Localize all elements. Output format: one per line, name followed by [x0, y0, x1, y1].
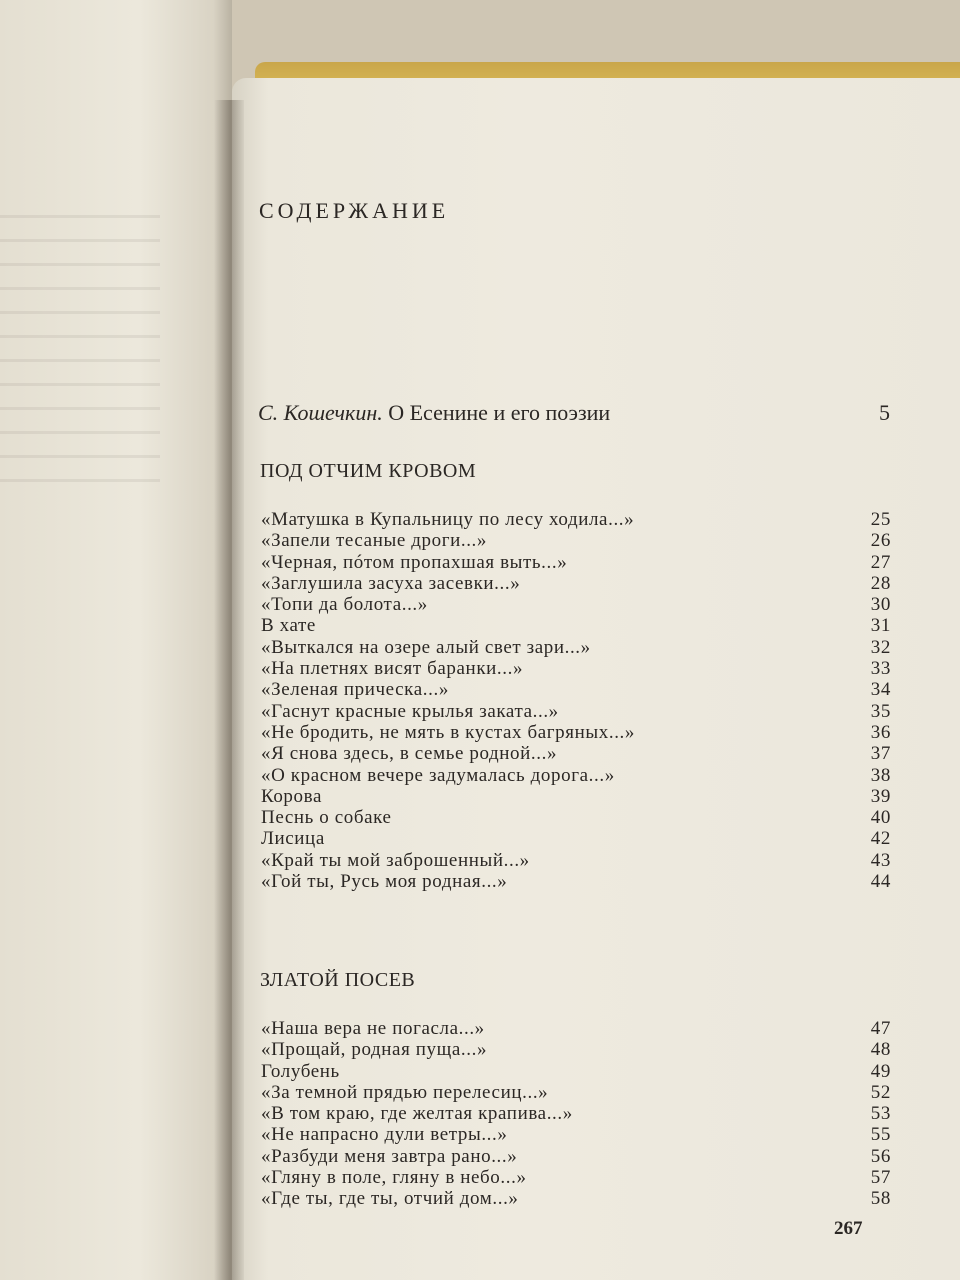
toc-entry-title: «Прощай, родная пуща...»: [261, 1039, 488, 1061]
toc-entry-page-number: 27: [870, 551, 891, 573]
toc-entry[interactable]: [261, 1039, 891, 1060]
page-number: 267: [834, 1218, 863, 1239]
toc-entry[interactable]: [261, 509, 891, 530]
toc-entry-page-number: 37: [870, 743, 891, 765]
toc-entry-title: «В том краю, где желтая крапива...»: [261, 1103, 573, 1125]
toc-entry[interactable]: [261, 1124, 891, 1145]
intro-page-number: 5: [879, 400, 890, 425]
toc-entry-page-number: 26: [870, 530, 891, 552]
toc-entry-page-number: 47: [870, 1018, 891, 1039]
toc-entry[interactable]: [261, 701, 891, 722]
toc-entry[interactable]: [261, 786, 891, 807]
toc-entry-page-number: 31: [870, 615, 891, 637]
toc-entry-page-number: 39: [870, 785, 891, 807]
toc-entry-title: Голубень: [261, 1060, 340, 1082]
toc-entry[interactable]: [261, 765, 891, 786]
toc-entry-title: Корова: [261, 785, 322, 807]
toc-list-section-2: [261, 1018, 891, 1210]
toc-entry-page-number: 58: [870, 1188, 891, 1210]
toc-entry-title: «Наша вера не погасла...»: [261, 1018, 485, 1039]
toc-entry[interactable]: [261, 1061, 891, 1082]
bleed-through-text: [0, 215, 160, 503]
toc-entry-title: «За темной прядью перелесиц...»: [261, 1081, 549, 1103]
toc-entry-page-number: 57: [870, 1167, 891, 1189]
toc-entry[interactable]: [261, 1146, 891, 1167]
toc-entry-page-number: 35: [870, 700, 891, 722]
toc-entry[interactable]: [261, 722, 891, 743]
toc-entry-page-number: 49: [870, 1060, 891, 1082]
toc-entry-page-number: 53: [870, 1103, 891, 1125]
toc-entry-page-number: 25: [870, 509, 891, 530]
toc-entry-title: В хате: [261, 615, 316, 637]
toc-entry[interactable]: [261, 807, 891, 828]
toc-entry-title: Лисица: [261, 828, 325, 850]
toc-entry-title: «О красном вечере задумалась дорога...»: [261, 764, 615, 786]
toc-entry-title: «Край ты мой заброшенный...»: [261, 849, 530, 871]
toc-entry[interactable]: [261, 828, 891, 849]
toc-entry[interactable]: [261, 637, 891, 658]
toc-entry-title: «Гаснут красные крылья заката...»: [261, 700, 559, 722]
toc-entry[interactable]: [261, 850, 891, 871]
toc-entry-title: Песнь о собаке: [261, 807, 392, 829]
toc-entry-page-number: 55: [870, 1124, 891, 1146]
toc-entry[interactable]: [261, 679, 891, 700]
toc-entry-title: «Гой ты, Русь моя родная...»: [261, 871, 508, 893]
toc-entry-page-number: 52: [870, 1081, 891, 1103]
toc-entry-title: «Не бродить, не мять в кустах багряных...»: [261, 721, 636, 743]
toc-entry-page-number: 30: [870, 594, 891, 616]
toc-entry-page-number: 48: [870, 1039, 891, 1061]
toc-entry-title: «Матушка в Купальницу по лесу ходила...»: [261, 509, 635, 530]
toc-entry-page-number: 43: [870, 849, 891, 871]
toc-entry[interactable]: [261, 743, 891, 764]
toc-entry-title: «Не напрасно дули ветры...»: [261, 1124, 508, 1146]
toc-entry-title: «Где ты, где ты, отчий дом...»: [261, 1188, 519, 1210]
toc-entry-title: «Гляну в поле, гляну в небо...»: [261, 1167, 527, 1189]
previous-page: [0, 0, 232, 1280]
toc-entry[interactable]: [261, 615, 891, 636]
toc-entry-title: «Заглушила засуха засевки...»: [261, 572, 521, 594]
toc-entry[interactable]: [261, 530, 891, 551]
toc-entry[interactable]: [261, 552, 891, 573]
toc-entry-title: «Разбуди меня завтра рано...»: [261, 1145, 518, 1167]
toc-entry-page-number: 44: [870, 871, 891, 893]
toc-entry-page-number: 32: [870, 636, 891, 658]
toc-entry-page-number: 38: [870, 764, 891, 786]
toc-entry-page-number: 33: [870, 658, 891, 680]
toc-entry[interactable]: [261, 573, 891, 594]
toc-entry-title: «Черная, пóтом пропахшая выть...»: [261, 551, 568, 573]
toc-entry-page-number: 36: [870, 721, 891, 743]
toc-entry-page-number: 42: [870, 828, 891, 850]
toc-entry-title: «Зеленая прическа...»: [261, 679, 449, 701]
toc-entry-title: «На плетнях висят баранки...»: [261, 658, 524, 680]
section-title-zlatoy-posev: ЗЛАТОЙ ПОСЕВ: [260, 969, 416, 991]
toc-entry[interactable]: [261, 1167, 891, 1188]
toc-entry-title: «Запели тесаные дроги...»: [261, 530, 488, 552]
toc-entry-page-number: 34: [870, 679, 891, 701]
toc-entry[interactable]: [261, 1082, 891, 1103]
toc-entry-title: «Я снова здесь, в семье родной...»: [261, 743, 558, 765]
toc-entry[interactable]: [261, 658, 891, 679]
toc-list-section-1: [261, 509, 891, 892]
book-spine: [214, 100, 244, 1280]
toc-entry-page-number: 40: [870, 807, 891, 829]
section-title-pod-otchim-krovom: ПОД ОТЧИМ КРОВОМ: [260, 460, 477, 482]
intro-title: О Есенине и его поэзии: [388, 400, 611, 425]
toc-entry-title: «Выткался на озере алый свет зари...»: [261, 636, 591, 658]
toc-intro-entry[interactable]: [258, 400, 898, 426]
toc-entry-page-number: 56: [870, 1145, 891, 1167]
toc-entry[interactable]: [261, 1018, 891, 1039]
toc-entry[interactable]: [261, 1188, 891, 1209]
toc-entry[interactable]: [261, 1103, 891, 1124]
intro-author: С. Кошечкин.: [258, 400, 383, 425]
toc-entry-title: «Топи да болота...»: [261, 594, 428, 616]
page-heading: СОДЕРЖАНИЕ: [259, 198, 450, 223]
toc-entry[interactable]: [261, 871, 891, 892]
toc-entry-page-number: 28: [870, 572, 891, 594]
toc-entry[interactable]: [261, 594, 891, 615]
